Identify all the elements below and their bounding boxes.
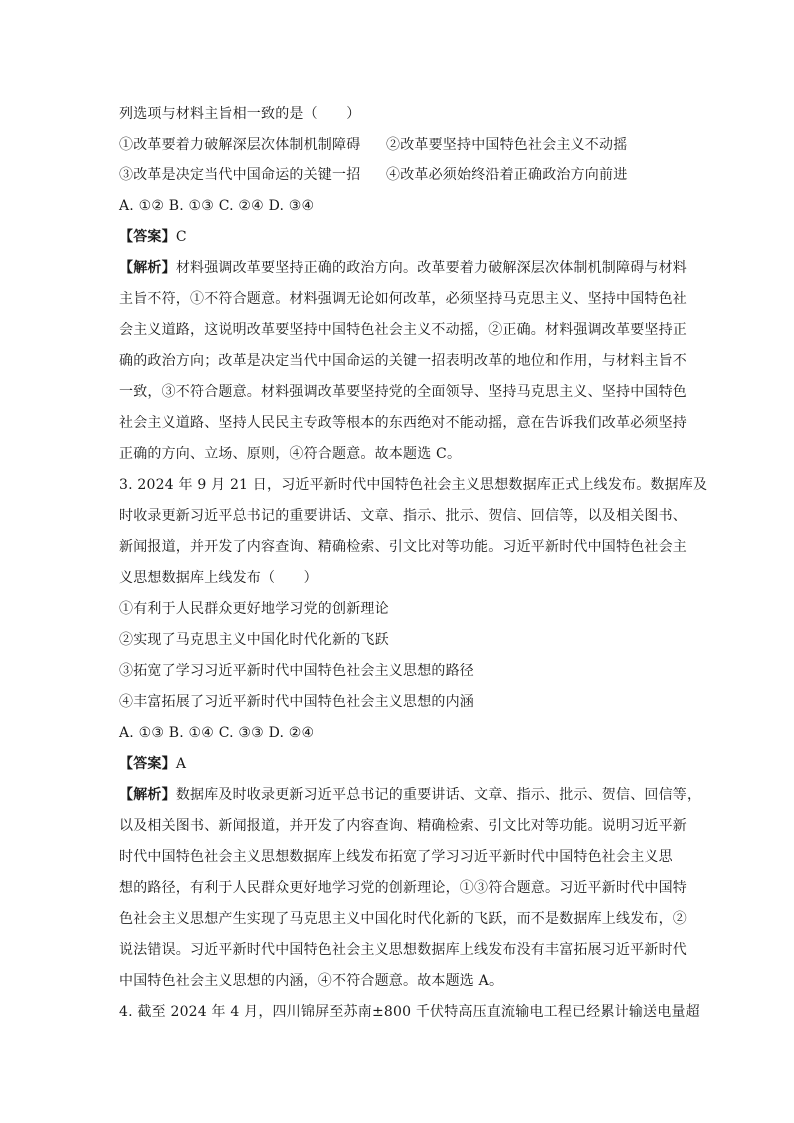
q2-option-4: ④改革必须始终沿着正确政治方向前进 (386, 167, 628, 183)
q3-option-2: ②实现了马克思主义中国化时代化新的飞跃 (119, 632, 389, 648)
q3-analysis-line-7: 中国特色社会主义思想的内涵，④不符合题意。故本题选 A。 (119, 973, 504, 989)
q3-option-1: ①有利于人民群众更好地学习党的创新理论 (119, 601, 389, 617)
q2-option-3: ③改革是决定当代中国命运的关键一招 (119, 167, 361, 183)
q2-answer-value: C (175, 229, 187, 245)
q2-analysis-line-5: 一致，③不符合题意。材料强调改革要坚持党的全面领导、坚持马克思主义、坚持中国特色 (119, 384, 687, 400)
q2-analysis-line-2: 主旨不符，①不符合题意。材料强调无论如何改革，必须坚持马克思主义、坚持中国特色社 (119, 291, 687, 307)
q4-stem-line-1: 4. 截至 2024 年 4 月，四川锦屏至苏南±800 千伏特高压直流输电工程已经累计输送电量超 (119, 1004, 700, 1020)
q3-analysis-line-6: 说法错误。习近平新时代中国特色社会主义思想数据库上线发布没有丰富拓展习近平新时代 (119, 942, 687, 958)
q2-analysis-text-1: 材料强调改革要坚持正确的政治方向。改革要着力破解深层次体制机制障碍与材料 (175, 260, 688, 276)
q3-analysis-line-4: 想的路径，有利于人民群众更好地学习党的创新理论，①③符合题意。习近平新时代中国特 (119, 880, 687, 896)
q2-analysis-line-7: 正确的方向、立场、原则，④符合题意。故本题选 C。 (119, 446, 462, 462)
q3-answer-label: 【答案】 (119, 756, 176, 772)
q3-stem-line-2: 时收录更新习近平总书记的重要讲话、文章、指示、批示、贺信、回信等，以及相关图书、 (119, 508, 687, 524)
q2-answer-label: 【答案】 (119, 229, 176, 245)
q3-analysis-line-5: 色社会主义思想产生实现了马克思主义中国化时代化新的飞跃，而不是数据库上线发布，② (119, 911, 687, 927)
q2-analysis-line-6: 社会主义道路、坚持人民民主专政等根本的东西绝对不能动摇，意在告诉我们改革必须坚持 (119, 415, 687, 431)
q2-stem-tail: 列选项与材料主旨相一致的是（ ） (119, 106, 361, 122)
q2-analysis-line-4: 确的政治方向；改革是决定当代中国命运的关键一招表明改革的地位和作用，与材料主旨不 (119, 353, 687, 369)
q3-choices: A. ①③ B. ①④ C. ③③ D. ②④ (119, 725, 315, 741)
q3-answer-value: A (175, 756, 187, 772)
q2-analysis-line-3: 会主义道路，这说明改革要坚持中国特色社会主义不动摇，②正确。材料强调改革要坚持正 (119, 322, 687, 338)
q3-analysis-text-1: 数据库及时收录更新习近平总书记的重要讲话、文章、指示、批示、贺信、回信等， (175, 787, 702, 803)
q2-analysis-label: 【解析】 (119, 260, 176, 276)
q3-analysis-line-2: 以及相关图书、新闻报道，并开发了内容查询、精确检索、引文比对等功能。说明习近平新 (119, 818, 687, 834)
q3-analysis-line-1 (119, 785, 701, 805)
q2-options-row-2 (119, 165, 679, 185)
q2-options-row-1 (119, 135, 679, 155)
q2-answer (119, 227, 187, 247)
q3-stem-line-3: 新闻报道，并开发了内容查询、精确检索、引文比对等功能。习近平新时代中国特色社会主 (119, 539, 687, 555)
q3-stem-line-4: 义思想数据库上线发布（ ） (119, 570, 318, 586)
q3-option-3: ③拓宽了学习习近平新时代中国特色社会主义思想的路径 (119, 663, 474, 679)
q2-choices: A. ①② B. ①③ C. ②④ D. ③④ (119, 198, 315, 214)
q3-analysis-label: 【解析】 (119, 787, 176, 803)
q2-option-1: ①改革要着力破解深层次体制机制障碍 (119, 137, 361, 153)
q2-option-2: ②改革要坚持中国特色社会主义不动摇 (386, 137, 628, 153)
q3-analysis-line-3: 时代中国特色社会主义思想数据库上线发布拓宽了学习习近平新时代中国特色社会主义思 (119, 849, 673, 865)
q3-option-4: ④丰富拓展了习近平新时代中国特色社会主义思想的内涵 (119, 694, 474, 710)
q3-answer (119, 754, 186, 774)
q3-stem-line-1: 3. 2024 年 9 月 21 日，习近平新时代中国特色社会主义思想数据库正式上线发布。数据库及 (119, 477, 708, 493)
q2-analysis-line-1 (119, 258, 687, 278)
